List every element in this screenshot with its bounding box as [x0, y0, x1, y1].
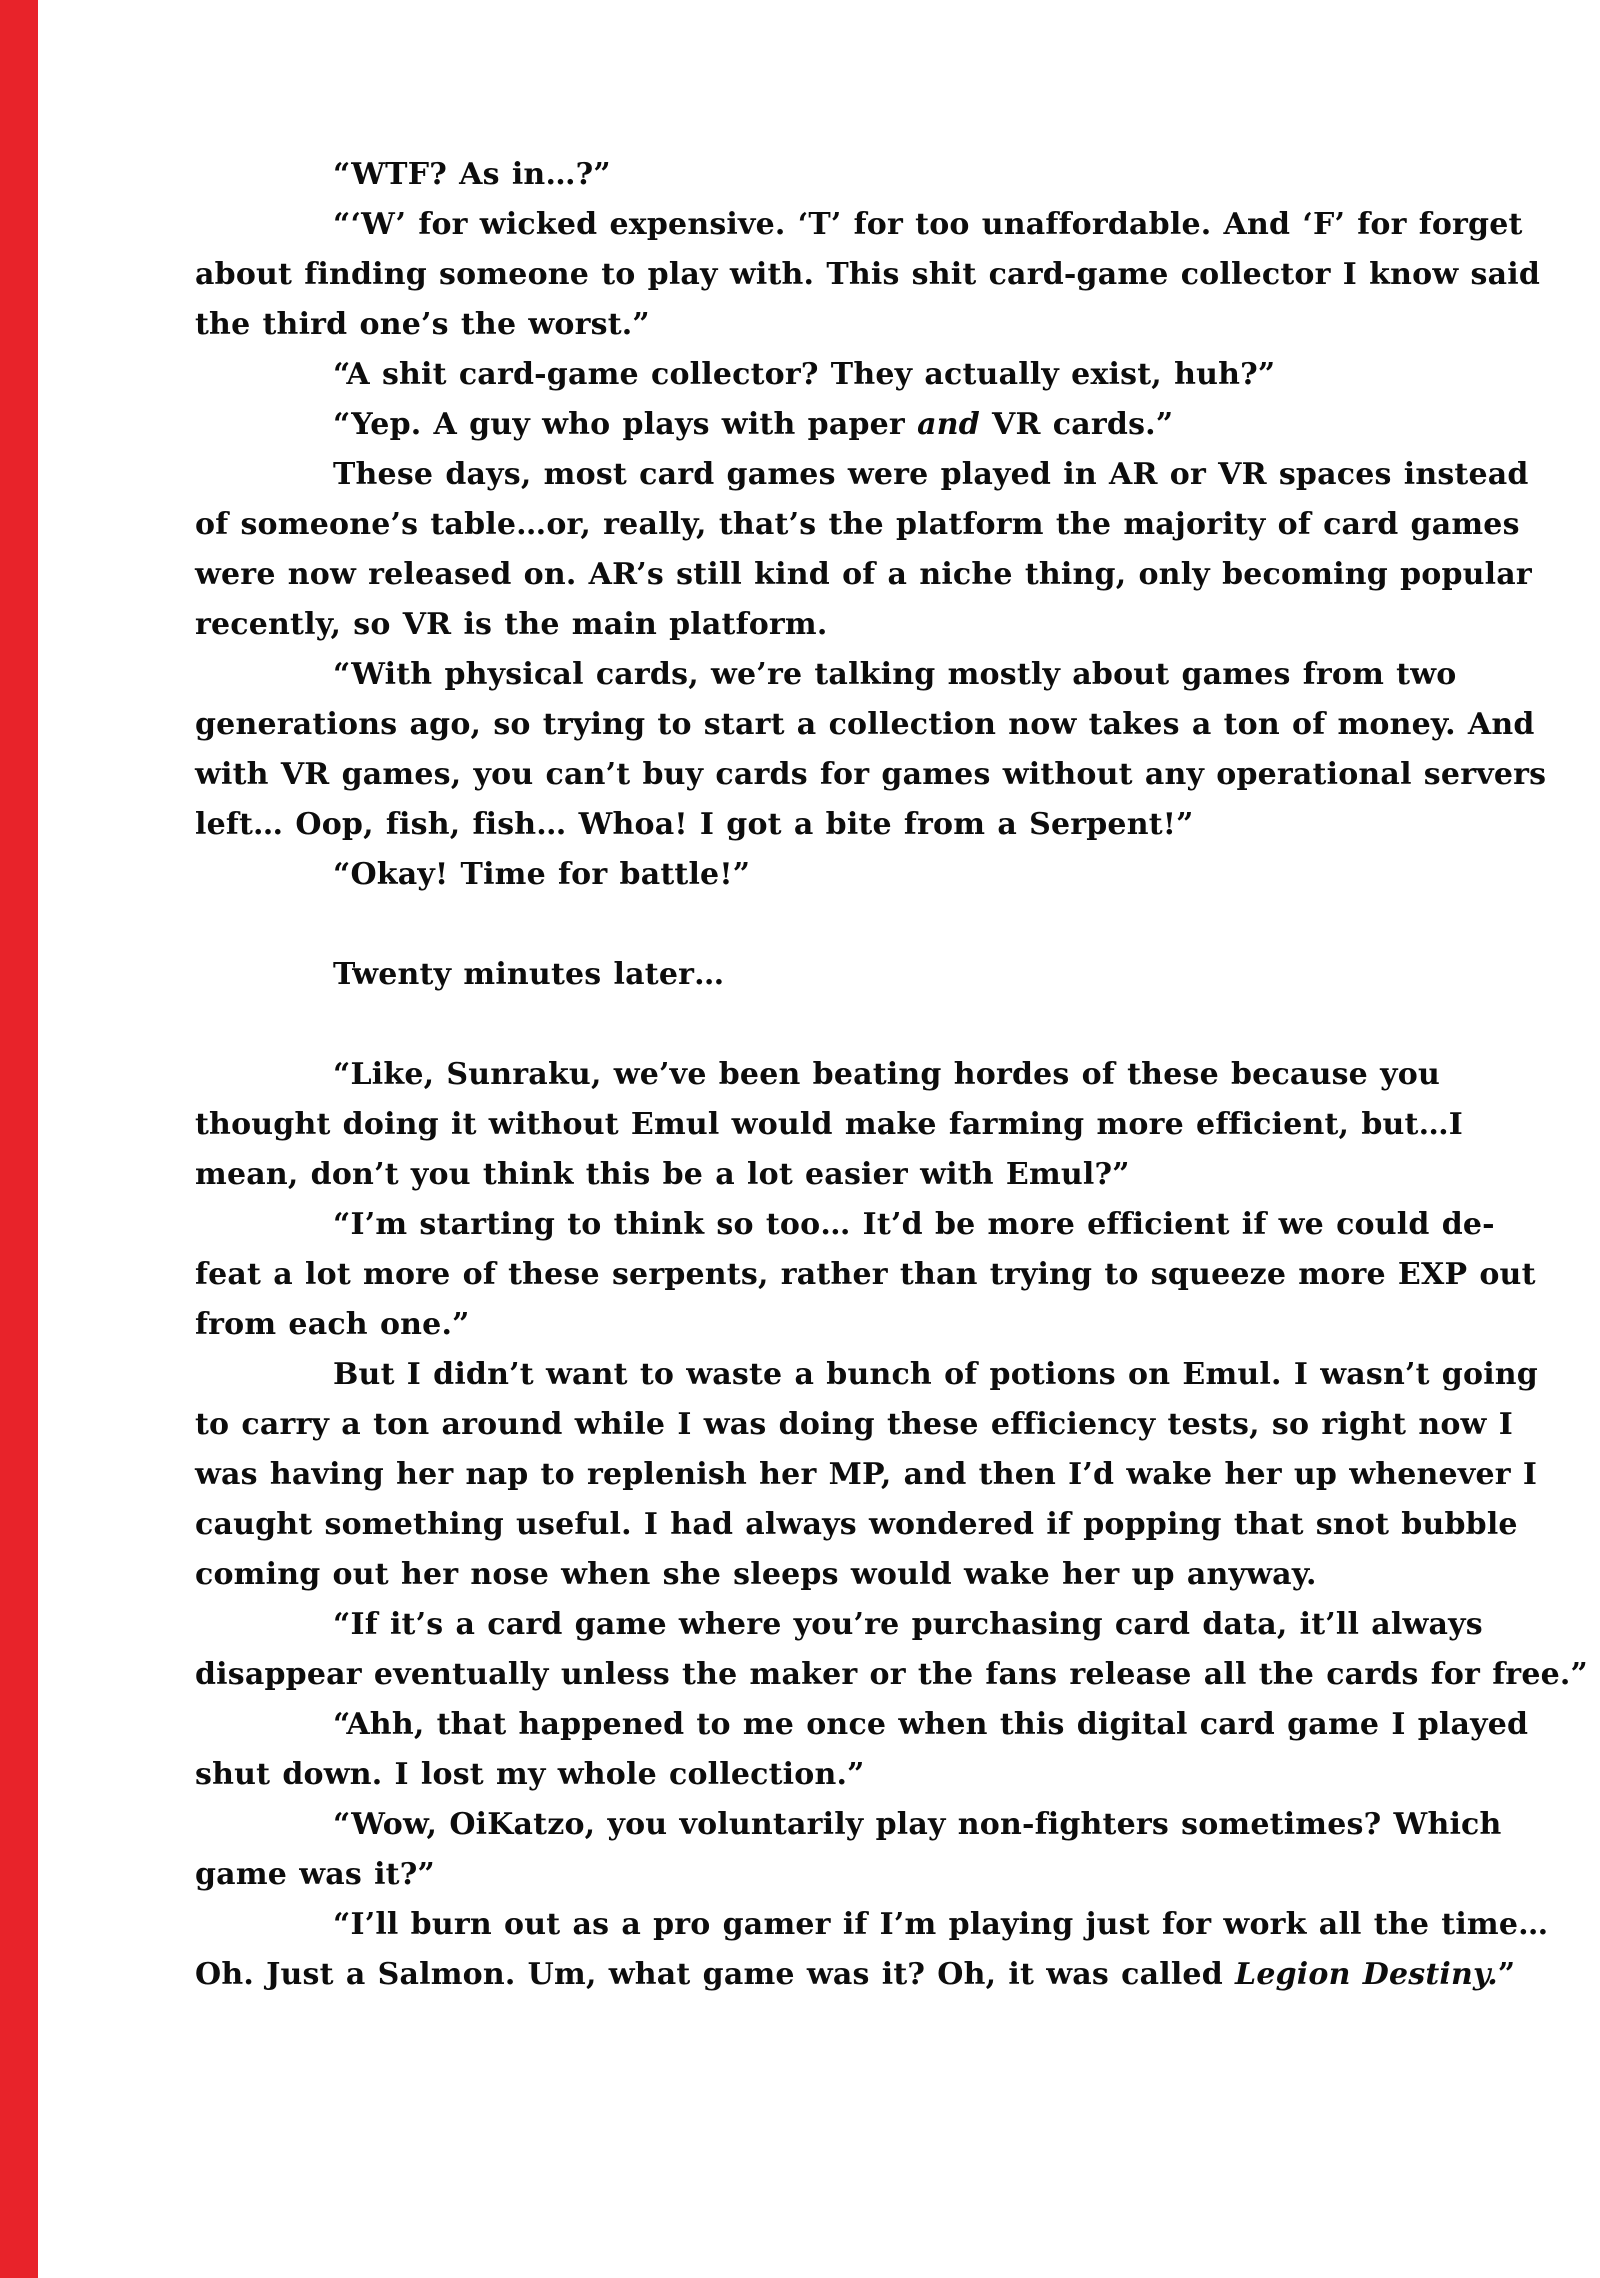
text-line: But I didn’t want to waste a bunch of potions on Emul. I wasn’t going [333, 1357, 1538, 1392]
text-line: “I’ll burn out as a pro gamer if I’m playing just for work all the time… [333, 1907, 1549, 1942]
text-line: game was it?” [195, 1857, 435, 1892]
text-line: “I’m starting to think so too… It’d be more efficient if we could de- [333, 1207, 1495, 1242]
text-line: mean, don’t you think this be a lot easier with Emul?” [195, 1157, 1130, 1192]
text-line: “WTF? As in…?” [333, 157, 611, 192]
text-line: disappear eventually unless the maker or the fans release all the cards for free.” [195, 1657, 1588, 1692]
text-line: recently, so VR is the main platform. [195, 607, 828, 642]
text-line: to carry a ton around while I was doing these efficiency tests, so right now I [195, 1407, 1513, 1442]
text-line: generations ago, so trying to start a collection now takes a ton of money. And [195, 707, 1535, 742]
text-line: “With physical cards, we’re talking mostly about games from two [333, 657, 1457, 692]
text-line: coming out her nose when she sleeps would wake her up anyway. [195, 1557, 1317, 1592]
text-line: was having her nap to replenish her MP, and then I’d wake her up whenever I [195, 1457, 1538, 1492]
page-text-block [195, 150, 1588, 2000]
text-line: about finding someone to play with. This shit card-game collector I know said [195, 257, 1541, 292]
text-line: were now released on. AR’s still kind of a niche thing, only becoming popular [195, 557, 1532, 592]
text-line: the third one’s the worst.” [195, 307, 650, 342]
text-line [195, 1000, 1525, 1050]
text-line: thought doing it without Emul would make farming more efficient, but…I [195, 1107, 1464, 1142]
text-line: “Wow, OiKatzo, you voluntarily play non-fighters sometimes? Which [333, 1807, 1502, 1842]
text-line [195, 900, 1525, 950]
text-line: These days, most card games were played in AR or VR spaces instead [333, 457, 1529, 492]
text-line: Twenty minutes later… [333, 957, 725, 992]
text-line: “‘W’ for wicked expensive. ‘T’ for too unaffordable. And ‘F’ for forget [333, 207, 1523, 242]
text-line: “Yep. A guy who plays with paper and VR cards.” [333, 407, 1174, 442]
text-line: “Okay! Time for battle!” [333, 857, 751, 892]
text-line: “If it’s a card game where you’re purchasing card data, it’ll always [333, 1607, 1483, 1642]
text-line: caught something useful. I had always wondered if popping that snot bubble [195, 1507, 1518, 1542]
text-line: “Ahh, that happened to me once when this digital card game I played [333, 1707, 1529, 1742]
text-line: from each one.” [195, 1307, 470, 1342]
text-line: with VR games, you can’t buy cards for games without any operational servers [195, 757, 1547, 792]
text-line: of someone’s table…or, really, that’s the platform the majority of card games [195, 507, 1520, 542]
text-line: “Like, Sunraku, we’ve been beating hordes of these because you [333, 1057, 1440, 1092]
text-line: shut down. I lost my whole collection.” [195, 1757, 865, 1792]
text-line: left… Oop, fish, fish… Whoa! I got a bite from a Serpent!” [195, 807, 1194, 842]
text-line: feat a lot more of these serpents, rather than trying to squeeze more EXP out [195, 1257, 1536, 1292]
text-line: Oh. Just a Salmon. Um, what game was it? Oh, it was called Legion Destiny.” [195, 1957, 1516, 1992]
page-edge-bar [0, 0, 38, 2278]
text-line: “A shit card-game collector? They actually exist, huh?” [333, 357, 1276, 392]
